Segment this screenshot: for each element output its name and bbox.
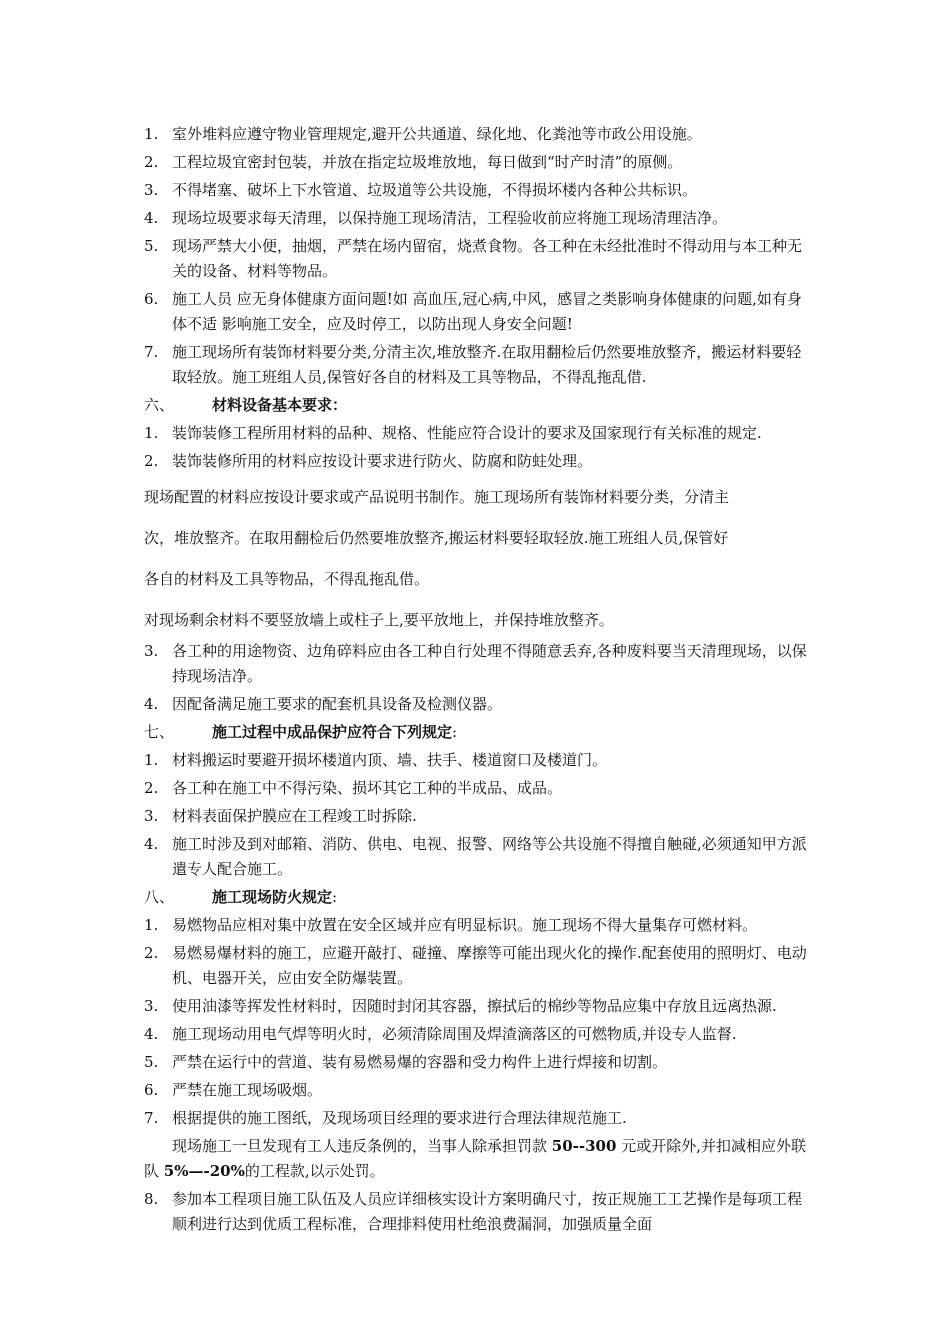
item-number: 8. (144, 1190, 159, 1208)
list-item (144, 1022, 808, 1047)
item-text: 施工现场所有装饰材料要分类,分清主次,堆放整齐.在取用翻检后仍然要堆放整齐，搬运材料要轻取轻放。施工班组人员,保管好各自的材料及工具等物品，不得乱拖乱借. (172, 343, 802, 386)
list-item (144, 150, 808, 175)
section-heading-7 (144, 720, 808, 745)
section-number: 六、 (144, 396, 175, 414)
list-item (144, 776, 808, 801)
item-number: 7. (144, 343, 159, 361)
list-item (144, 1078, 808, 1103)
penalty-text: 的工程款,以示处罚。 (244, 1162, 385, 1180)
item-number: 2. (144, 153, 159, 171)
document-body (144, 122, 808, 1240)
item-number: 5. (144, 1053, 159, 1071)
item-number: 1. (144, 916, 159, 934)
list-item (144, 994, 808, 1019)
section-number: 七、 (144, 723, 175, 741)
item-number: 3. (144, 997, 159, 1015)
list-item (144, 748, 808, 773)
penalty-text: 现场施工一旦发现有工人违反条例的，当事人除承担罚款 (172, 1137, 552, 1155)
item-number: 2. (144, 779, 159, 797)
item-text: 根据提供的施工图纸，及现场项目经理的要求进行合理法律规范施工. (172, 1109, 627, 1127)
item-number: 1. (144, 424, 159, 442)
section-title: 材料设备基本要求 (212, 396, 333, 414)
item-number: 4. (144, 695, 159, 713)
item-text: 材料搬运时要避开损坏楼道内顶、墙、扶手、楼道窗口及楼道门。 (172, 751, 608, 769)
item-text: 施工人员 应无身体健康方面问题!如 高血压,冠心病,中风，感冒之类影响身体健康的问题,如有身体不适 影响施工安全，应及时停工，以防出现人身安全问题! (172, 290, 802, 333)
list-item (144, 1050, 808, 1075)
penalty-text: 元或开除外,并扣减相应外联队 (144, 1137, 806, 1180)
penalty-deduction-rate: 5%—-20% (163, 1162, 245, 1180)
item-number: 3. (144, 181, 159, 199)
item-number: 1. (144, 751, 159, 769)
item-text: 使用油漆等挥发性材料时，因随时封闭其容器，擦拭后的棉纱等物品应集中存放且远离热源. (172, 997, 777, 1015)
item-number: 4. (144, 209, 159, 227)
item-text: 不得堵塞、破坏上下水管道、垃圾道等公共设施，不得损坏楼内各种公共标识。 (172, 181, 698, 199)
item-text: 各工种的用途物资、边角碎料应由各工种自行处理不得随意丢弃,各种废料要当天清理现场，以保持现场洁净。 (172, 642, 807, 685)
list-item (144, 122, 808, 147)
section-title-colon: : (332, 888, 338, 906)
item-number: 4. (144, 835, 159, 853)
item-text: 易燃物品应相对集中放置在安全区域并应有明显标识。施工现场不得大量集存可燃材料。 (172, 916, 758, 934)
item-text: 各工种在施工中不得污染、损坏其它工种的半成品、成品。 (172, 779, 563, 797)
list-item (144, 941, 808, 991)
material-paragraph-line: 次，堆放整齐。在取用翻检后仍然要堆放整齐,搬运材料要轻取轻放.施工班组人员,保管好 (144, 529, 729, 547)
material-paragraph-line: 现场配置的材料应按设计要求或产品说明书制作。施工现场所有装饰材料要分类，分清主 (144, 488, 730, 506)
item-text: 参加本工程项目施工队伍及人员应详细核实设计方案明确尺寸，按正规施工工艺操作是每项工程顺利进行达到优质工程标准，合理排料使用杜绝浪费漏洞，加强质量全面 (172, 1190, 803, 1233)
list-item (144, 639, 808, 689)
list-item (144, 287, 808, 337)
section-heading-8 (144, 885, 808, 910)
section-title-colon: ： (332, 396, 348, 414)
item-text: 严禁在施工现场吸烟。 (172, 1081, 323, 1099)
penalty-fine-amount: 50--300 (551, 1137, 617, 1155)
surplus-material-paragraph: 对现场剩余材料不要竖放墙上或柱子上,要平放地上，并保持堆放整齐。 (144, 611, 614, 629)
item-text: 施工时涉及到对邮箱、消防、供电、电视、报警、网络等公共设施不得擅自触碰,必须通知甲方派遣专人配合施工。 (172, 835, 807, 878)
list-item (144, 1187, 808, 1237)
item-number: 5. (144, 237, 159, 255)
section-title-colon: : (452, 723, 458, 741)
item-text: 现场严禁大小便，抽烟，严禁在场内留宿，烧煮食物。各工种在未经批准时不得动用与本工种无关的设备、材料等物品。 (172, 237, 803, 280)
section-title: 施工过程中成品保护应符合下列规定 (212, 723, 453, 741)
item-number: 3. (144, 642, 159, 660)
item-number: 2. (144, 944, 159, 962)
list-item (144, 234, 808, 284)
item-number: 7. (144, 1109, 159, 1127)
section-heading-6 (144, 393, 808, 418)
list-item (144, 913, 808, 938)
item-text: 严禁在运行中的营道、装有易燃易爆的容器和受力构件上进行焊接和切割。 (172, 1053, 668, 1071)
list-item (144, 692, 808, 717)
item-text: 装饰装修工程所用材料的品种、规格、性能应符合设计的要求及国家现行有关标准的规定. (172, 424, 762, 442)
item-text: 工程垃圾宜密封包装，并放在指定垃圾堆放地，每日做到“时产时清”的原侧。 (172, 153, 683, 171)
list-item (144, 449, 808, 474)
item-number: 3. (144, 807, 159, 825)
list-item (144, 206, 808, 231)
item-text: 因配备满足施工要求的配套机具设备及检测仪器。 (172, 695, 503, 713)
item-number: 6. (144, 1081, 159, 1099)
item-number: 2. (144, 452, 159, 470)
list-item (144, 340, 808, 390)
penalty-paragraph (144, 1134, 808, 1184)
item-number: 1. (144, 125, 159, 143)
item-number: 6. (144, 290, 159, 308)
list-item (144, 421, 808, 446)
list-item (144, 178, 808, 203)
item-text: 施工现场动用电气焊等明火时，必须清除周围及焊渣滴落区的可燃物质,并设专人监督. (172, 1025, 737, 1043)
section-title: 施工现场防火规定 (212, 888, 333, 906)
item-text: 易燃易爆材料的施工，应避开敲打、碰撞、摩擦等可能出现火化的操作.配套使用的照明灯、电动机、电器开关，应由安全防爆装置。 (172, 944, 807, 987)
item-text: 现场垃圾要求每天清理，以保持施工现场清洁，工程验收前应将施工现场清理洁净。 (172, 209, 728, 227)
list-item (144, 832, 808, 882)
section-number: 八、 (144, 888, 175, 906)
item-text: 材料表面保护膜应在工程竣工时拆除. (172, 807, 417, 825)
item-text: 装饰装修所用的材料应按设计要求进行防火、防腐和防蛀处理。 (172, 452, 593, 470)
list-item (144, 804, 808, 829)
item-number: 4. (144, 1025, 159, 1043)
material-paragraph-line: 各自的材料及工具等物品，不得乱拖乱借。 (144, 570, 430, 588)
list-item (144, 1106, 808, 1131)
item-text: 室外堆料应遵守物业管理规定,避开公共通道、绿化地、化粪池等市政公用设施。 (172, 125, 702, 143)
